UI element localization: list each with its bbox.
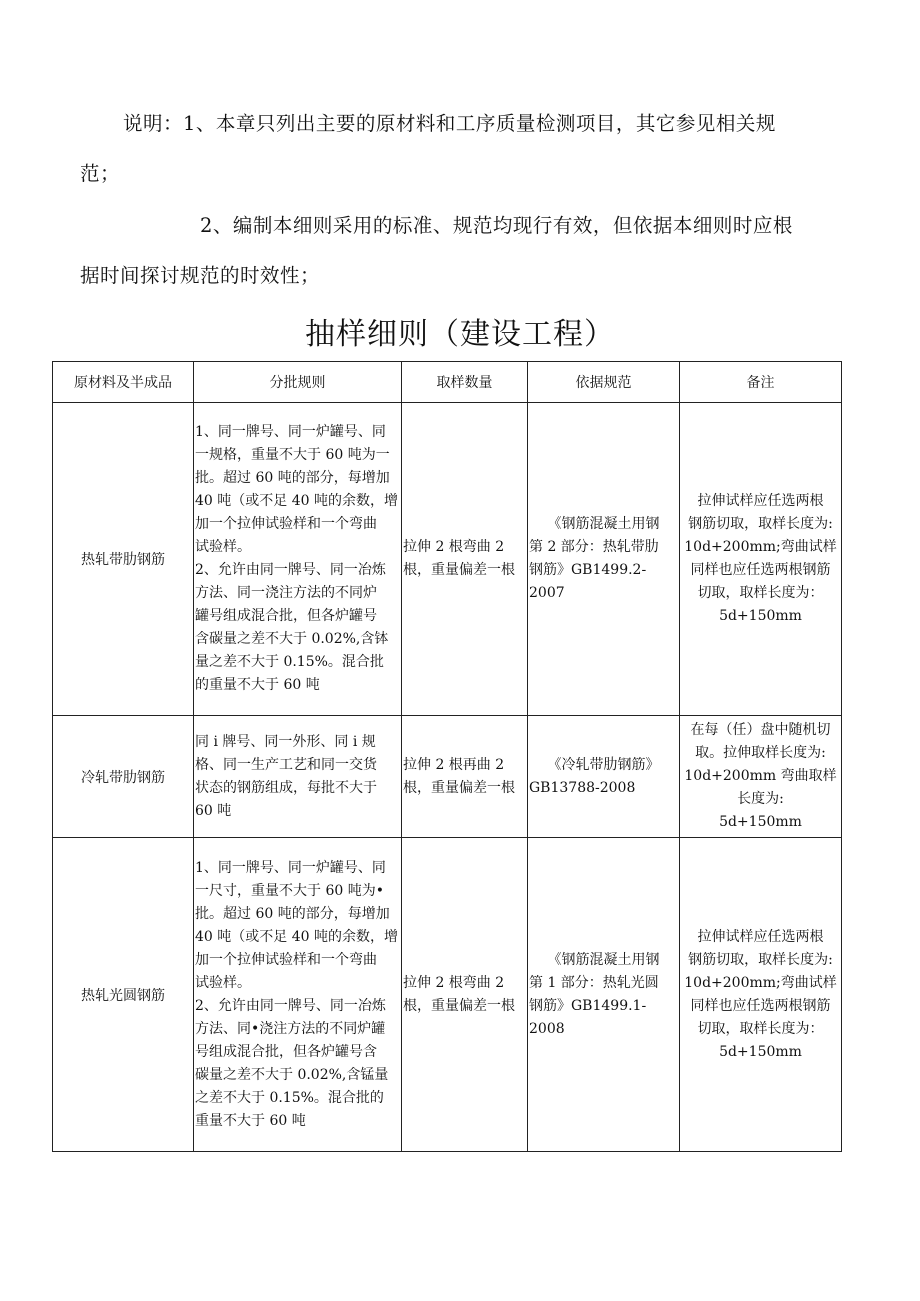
cell-text-line: 钢筋切取，取样长度为:	[688, 951, 833, 968]
cell-text-line: 拉伸试样应任选两根	[697, 928, 824, 945]
cell-text-line: 方法、同一浇注方法的不同炉	[195, 585, 377, 601]
material-cell: 热轧光圆钢筋	[53, 838, 194, 1152]
cell-text-line: 方法、同•浇注方法的不同炉罐	[195, 1020, 386, 1037]
cell-text-line: 一尺寸，重量不大于 60 吨为•	[195, 882, 384, 899]
note-paragraph-2-line-1: 2、编制本细则采用的标准、规范均现行有效，但依据本细则时应根	[200, 214, 793, 237]
table-row	[53, 716, 842, 838]
cell-text-line: 根，重量偏差一根	[403, 779, 515, 796]
cell-text-line: 第 2 部分：热轧带肋	[529, 539, 659, 555]
cell-text-line: 同样也应任选两根钢筋	[690, 562, 831, 578]
cell-text-line: 根，重量偏差一根	[403, 562, 515, 578]
remark-cell	[680, 403, 842, 716]
cell-text-line: 1、同一牌号、同一炉罐号、同	[195, 859, 386, 876]
note-paragraph-1-line-2: 范；	[80, 162, 121, 185]
cell-text-line: 60 吨	[195, 802, 232, 819]
cell-text-line: 5d+150mm	[719, 814, 802, 830]
cell-text-line: 根，重量偏差一根	[403, 997, 515, 1014]
cell-text-line: 切取，取样长度为：	[697, 585, 824, 601]
cell-text-line: 拉伸试样应任选两根	[697, 493, 824, 509]
cell-text-line: 5d+150mm	[719, 608, 802, 624]
cell-text-line: 批。超过 60 吨的部分，每增加	[195, 905, 390, 922]
cell-text-line: 2、允许由同一牌号、同一冶炼	[195, 562, 386, 578]
cell-text-line: 《钢筋混凝土用钢	[547, 516, 660, 532]
cell-text-line: 加一个拉伸试验样和一个弯曲	[195, 516, 377, 532]
cell-text-line: 40 吨（或不足 40 吨的余数，增	[195, 493, 398, 509]
cell-text-line: 拉伸 2 根再曲 2	[403, 756, 505, 773]
standard-cell	[528, 403, 680, 716]
cell-text-line: 在每（任）盘中随机切	[690, 722, 831, 738]
quantity-cell	[402, 716, 528, 838]
cell-text-line: 《钢筋混凝土用钢	[547, 951, 660, 968]
cell-text-line: 批。超过 60 吨的部分，每增加	[195, 470, 390, 486]
table-row	[53, 838, 842, 1152]
material-cell: 热轧带肋钢筋	[53, 403, 194, 716]
cell-text-line: 钢筋切取，取样长度为:	[688, 516, 833, 532]
header-standard: 依据规范	[528, 362, 680, 403]
cell-text-line: 一规格，重量不大于 60 吨为一	[195, 447, 390, 463]
quantity-cell	[402, 403, 528, 716]
cell-text-line: 《冷轧带肋钢筋》	[547, 756, 660, 773]
cell-text-line: 重量不大于 60 吨	[195, 1112, 306, 1129]
sampling-table	[52, 361, 842, 1152]
cell-text-line: 试验样。	[195, 974, 251, 991]
header-material: 原材料及半成品	[53, 362, 194, 403]
cell-text-line: 格、同一生产工艺和同一交货	[195, 756, 377, 773]
batch-rule-cell	[194, 403, 402, 716]
cell-text-line: 的重量不大于 60 吨	[195, 677, 320, 693]
remark-cell	[680, 716, 842, 838]
cell-text-line: 2、允许由同一牌号、同一冶炼	[195, 997, 386, 1014]
standard-cell	[528, 838, 680, 1152]
table-header-row	[53, 362, 842, 403]
cell-text-line: 之差不大于 0.15%。混合批的	[195, 1089, 384, 1106]
batch-rule-cell	[194, 838, 402, 1152]
cell-text-line: 5d+150mm	[719, 1043, 802, 1060]
cell-text-line: 试验样。	[195, 539, 251, 555]
cell-text-line: 第 1 部分：热轧光圆	[529, 974, 659, 991]
cell-text-line: 取。拉伸取样长度为:	[695, 745, 826, 761]
cell-text-line: 钢筋》GB1499.1-	[529, 997, 647, 1014]
material-cell: 冷轧带肋钢筋	[53, 716, 194, 838]
cell-text-line: 罐号组成混合批，但各炉罐号	[195, 608, 377, 624]
cell-text-line: 加一个拉伸试验样和一个弯曲	[195, 951, 377, 968]
page-title: 抽样细则（建设工程）	[305, 317, 615, 352]
header-remark: 备注	[680, 362, 842, 403]
note-paragraph-1-line-1: 说明：1、本章只列出主要的原材料和工序质量检测项目，其它参见相关规	[123, 112, 776, 135]
standard-cell	[528, 716, 680, 838]
cell-text-line: GB13788-2008	[529, 779, 636, 796]
quantity-cell	[402, 838, 528, 1152]
cell-text-line: 10d+200mm;弯曲试样	[684, 539, 837, 555]
header-batch-rule: 分批规则	[194, 362, 402, 403]
cell-text-line: 含碳量之差不大于 0.02%,含钵	[195, 631, 389, 647]
cell-text-line: 同 i 牌号、同一外形、同 i 规	[195, 733, 376, 750]
cell-text-line: 40 吨（或不足 40 吨的余数，增	[195, 928, 398, 945]
cell-text-line: 状态的钢筋组成，每批不大于	[195, 779, 377, 796]
cell-text-line: 2007	[529, 585, 565, 601]
cell-text-line: 10d+200mm 弯曲取样	[684, 768, 837, 784]
cell-text-line: 同样也应任选两根钢筋	[690, 997, 831, 1014]
table-row	[53, 403, 842, 716]
remark-cell	[680, 838, 842, 1152]
note-paragraph-2-line-2: 据时间探讨规范的时效性；	[80, 264, 321, 287]
cell-text-line: 钢筋》GB1499.2-	[529, 562, 647, 578]
cell-text-line: 长度为:	[737, 791, 784, 807]
cell-text-line: 10d+200mm;弯曲试样	[684, 974, 837, 991]
cell-text-line: 量之差不大于 0.15%。混合批	[195, 654, 384, 670]
cell-text-line: 碳量之差不大于 0.02%,含锰量	[195, 1066, 389, 1083]
batch-rule-cell	[194, 716, 402, 838]
cell-text-line: 号组成混合批，但各炉罐号含	[195, 1043, 377, 1060]
cell-text-line: 拉伸 2 根弯曲 2	[403, 539, 505, 555]
cell-text-line: 切取，取样长度为：	[697, 1020, 824, 1037]
cell-text-line: 1、同一牌号、同一炉罐号、同	[195, 424, 386, 440]
cell-text-line: 拉伸 2 根弯曲 2	[403, 974, 505, 991]
header-quantity: 取样数量	[402, 362, 528, 403]
cell-text-line: 2008	[529, 1020, 565, 1037]
